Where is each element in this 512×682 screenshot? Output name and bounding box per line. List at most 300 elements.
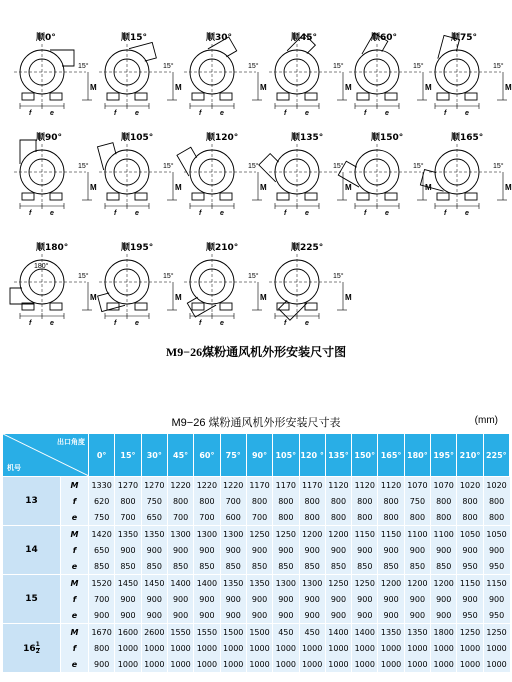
dimension-value: 1150	[457, 575, 483, 592]
dimension-value: 1250	[457, 624, 483, 641]
dim-m-text: M	[90, 293, 97, 302]
dimension-value: 900	[378, 607, 404, 624]
fan-housing-drawing	[10, 30, 100, 125]
dimension-value: 900	[194, 542, 220, 558]
fan-drawing	[95, 130, 185, 225]
dim-m-text: M	[260, 183, 267, 192]
dimension-value: 1250	[325, 575, 351, 592]
machine-number-cell	[3, 526, 61, 575]
dimension-value: 700	[115, 509, 141, 526]
angle-15-text: 15°	[248, 273, 259, 280]
dimension-value: 850	[378, 558, 404, 575]
dimension-value: 1200	[431, 575, 457, 592]
dimension-value: 900	[352, 607, 378, 624]
dimension-value: 1250	[352, 575, 378, 592]
drawing-label: 顺195°	[121, 243, 154, 253]
dimension-value: 1000	[167, 656, 193, 672]
dimension-value: 850	[431, 558, 457, 575]
dimension-symbol: M	[61, 624, 89, 641]
table-row	[3, 509, 510, 526]
dim-f-text: f	[199, 320, 202, 327]
dim-m-text: M	[175, 83, 182, 92]
dimension-value: 1000	[299, 640, 325, 656]
dim-m-text: M	[345, 83, 352, 92]
dimension-value: 800	[273, 509, 299, 526]
fan-housing-drawing	[425, 30, 512, 125]
dimension-value: 1400	[325, 624, 351, 641]
fan-drawing	[180, 30, 270, 125]
dimension-value: 900	[220, 607, 246, 624]
dim-e-text: e	[50, 210, 54, 217]
dimension-value: 850	[89, 558, 115, 575]
dimension-value: 700	[167, 509, 193, 526]
dim-e-text: e	[220, 320, 224, 327]
drawing-label: 顺105°	[121, 133, 154, 143]
dimension-value: 1150	[378, 526, 404, 543]
dimension-value: 1000	[431, 656, 457, 672]
angle-15-text: 15°	[248, 63, 259, 70]
dimension-value: 1000	[220, 640, 246, 656]
dimension-value: 850	[220, 558, 246, 575]
dimension-value: 900	[404, 542, 430, 558]
fan-housing-drawing	[180, 30, 270, 125]
dimension-value: 900	[404, 607, 430, 624]
dim-f-text: f	[199, 110, 202, 117]
angle-15-text: 15°	[413, 163, 424, 170]
angle-15-text: 15°	[333, 163, 344, 170]
dimension-symbol: f	[61, 591, 89, 607]
dimension-value: 900	[483, 591, 509, 607]
angle-15-text: 15°	[493, 63, 504, 70]
fan-drawing	[10, 30, 100, 125]
dimension-value: 650	[89, 542, 115, 558]
table-header-row	[3, 434, 510, 477]
dimension-value: 1000	[325, 640, 351, 656]
dim-f-text: f	[29, 110, 32, 117]
dimension-value: 1300	[273, 575, 299, 592]
dimension-value: 1000	[457, 640, 483, 656]
dimension-value: 1100	[431, 526, 457, 543]
dimension-value: 700	[89, 591, 115, 607]
dimension-value: 800	[89, 640, 115, 656]
dimension-value: 900	[352, 542, 378, 558]
dimension-value: 800	[299, 493, 325, 509]
angle-header-10: 150°	[352, 434, 378, 477]
dimension-value: 800	[352, 493, 378, 509]
angle-180-text: 180°	[34, 263, 49, 270]
dimension-value: 1050	[483, 526, 509, 543]
dimension-value: 850	[167, 558, 193, 575]
dimension-value: 900	[115, 607, 141, 624]
fan-drawing	[265, 240, 355, 335]
dimension-value: 1300	[220, 526, 246, 543]
dim-e-text: e	[305, 320, 309, 327]
machine-number: 13	[25, 496, 38, 506]
drawing-label: 顺225°	[291, 243, 324, 253]
dimension-value: 1000	[378, 656, 404, 672]
table-unit: (mm)	[474, 415, 498, 426]
angle-15-text: 15°	[78, 63, 89, 70]
dimension-value: 1070	[431, 477, 457, 494]
dimension-value: 800	[431, 493, 457, 509]
dimension-value: 700	[194, 509, 220, 526]
dimension-value: 1000	[220, 656, 246, 672]
dimension-value: 900	[115, 542, 141, 558]
angle-header-15: 225°	[483, 434, 509, 477]
dimension-value: 1000	[273, 656, 299, 672]
table-row	[3, 640, 510, 656]
table-row	[3, 591, 510, 607]
dimension-value: 1020	[457, 477, 483, 494]
fraction-numerator: 1	[35, 640, 40, 648]
dimension-value: 800	[325, 493, 351, 509]
dimension-value: 800	[194, 493, 220, 509]
drawing-label: 顺135°	[291, 133, 324, 143]
dimension-value: 900	[457, 591, 483, 607]
dim-e-text: e	[305, 110, 309, 117]
angle-15-text: 15°	[163, 63, 174, 70]
dimension-value: 1000	[167, 640, 193, 656]
dimension-value: 900	[89, 607, 115, 624]
table-row	[3, 526, 510, 543]
dimension-value: 1000	[115, 656, 141, 672]
dimension-value: 900	[115, 591, 141, 607]
dimension-value: 1420	[89, 526, 115, 543]
dimension-symbol: e	[61, 509, 89, 526]
table-row	[3, 493, 510, 509]
dimension-value: 1330	[89, 477, 115, 494]
dimension-value: 1200	[404, 575, 430, 592]
dimension-symbol: M	[61, 575, 89, 592]
dimension-value: 1600	[115, 624, 141, 641]
dimension-value: 900	[299, 542, 325, 558]
dimension-value: 1250	[483, 624, 509, 641]
dimension-value: 1000	[299, 656, 325, 672]
machine-number: 16	[23, 643, 36, 654]
dimension-value: 900	[141, 607, 167, 624]
dimension-value: 1350	[115, 526, 141, 543]
dimension-value: 900	[273, 607, 299, 624]
dimension-value: 900	[431, 607, 457, 624]
dimension-value: 750	[141, 493, 167, 509]
dimension-value: 1000	[378, 640, 404, 656]
dimension-value: 1000	[194, 656, 220, 672]
angle-header-4: 60°	[194, 434, 220, 477]
dimension-value: 1000	[431, 640, 457, 656]
angle-header-13: 195°	[431, 434, 457, 477]
fan-housing-drawing	[10, 240, 100, 335]
table-title: M9−26 煤粉通风机外形安装尺寸表	[171, 417, 341, 429]
dim-f-text: f	[444, 110, 447, 117]
dim-m-text: M	[90, 183, 97, 192]
dimension-value: 1270	[115, 477, 141, 494]
dimension-value: 1270	[141, 477, 167, 494]
angle-header-8: 120 °	[299, 434, 325, 477]
corner-header-cell	[3, 434, 89, 477]
dimension-value: 800	[325, 509, 351, 526]
angle-header-6: 90°	[246, 434, 272, 477]
dim-f-text: f	[444, 210, 447, 217]
dimension-value: 900	[299, 607, 325, 624]
dim-e-text: e	[50, 110, 54, 117]
dimension-value: 1200	[378, 575, 404, 592]
dimension-value: 700	[246, 509, 272, 526]
fan-housing-drawing	[95, 30, 185, 125]
fan-housing-drawing	[95, 240, 185, 335]
dimension-value: 1250	[273, 526, 299, 543]
dimension-value: 950	[457, 607, 483, 624]
fan-drawing	[425, 30, 512, 125]
dim-m-text: M	[505, 183, 512, 192]
fan-drawing	[345, 30, 435, 125]
fan-housing-drawing	[345, 130, 435, 225]
drawing-label: 顺90°	[36, 133, 63, 143]
dimension-value: 800	[299, 509, 325, 526]
dimension-value: 800	[483, 509, 509, 526]
dimension-value: 900	[89, 656, 115, 672]
dimension-value: 1000	[352, 640, 378, 656]
dim-e-text: e	[135, 210, 139, 217]
drawing-label: 顺0°	[36, 33, 56, 43]
dimension-value: 1120	[325, 477, 351, 494]
dimension-symbol: M	[61, 526, 89, 543]
dimension-value: 450	[273, 624, 299, 641]
dim-e-text: e	[135, 320, 139, 327]
angle-header-1: 15°	[115, 434, 141, 477]
dimension-value: 600	[220, 509, 246, 526]
dimension-value: 800	[115, 493, 141, 509]
dim-f-text: f	[114, 110, 117, 117]
dimension-value: 1300	[167, 526, 193, 543]
dimension-value: 800	[457, 509, 483, 526]
dimension-value: 850	[299, 558, 325, 575]
drawing-label: 顺180°	[36, 243, 69, 253]
dimension-value: 900	[457, 542, 483, 558]
dimension-value: 850	[404, 558, 430, 575]
dimension-value: 1000	[115, 640, 141, 656]
fraction-denominator: 2	[35, 647, 40, 655]
outlet-angle-header: 出口角度	[57, 438, 85, 446]
dimension-value: 900	[378, 591, 404, 607]
fan-drawings-area	[0, 0, 512, 340]
dim-f-text: f	[284, 320, 287, 327]
dimension-value: 900	[483, 542, 509, 558]
angle-15-text: 15°	[413, 63, 424, 70]
drawing-label: 顺75°	[451, 33, 478, 43]
table-row	[3, 575, 510, 592]
dimension-value: 1070	[404, 477, 430, 494]
dimension-value: 1350	[246, 575, 272, 592]
dimension-value: 1000	[273, 640, 299, 656]
angle-15-text: 15°	[78, 273, 89, 280]
dim-m-text: M	[505, 83, 512, 92]
dimension-value: 1120	[352, 477, 378, 494]
dimension-value: 1350	[404, 624, 430, 641]
machine-fraction	[36, 642, 40, 655]
dimension-value: 800	[483, 493, 509, 509]
dimension-value: 900	[141, 542, 167, 558]
drawing-label: 顺60°	[371, 33, 398, 43]
dimension-value: 900	[194, 591, 220, 607]
drawing-label: 顺45°	[291, 33, 318, 43]
dim-m-text: M	[90, 83, 97, 92]
machine-number-cell	[3, 575, 61, 624]
dimension-symbol: e	[61, 656, 89, 672]
fan-drawing	[10, 240, 100, 335]
dimension-value: 1170	[273, 477, 299, 494]
dim-e-text: e	[465, 110, 469, 117]
dimension-value: 1550	[194, 624, 220, 641]
dimension-value: 1350	[141, 526, 167, 543]
dim-m-text: M	[175, 183, 182, 192]
dim-f-text: f	[364, 210, 367, 217]
dim-e-text: e	[50, 320, 54, 327]
dimension-value: 1400	[167, 575, 193, 592]
fan-drawing	[180, 240, 270, 335]
dim-m-text: M	[175, 293, 182, 302]
dimension-value: 900	[431, 591, 457, 607]
dimension-value: 800	[246, 493, 272, 509]
dimension-value: 900	[141, 591, 167, 607]
angle-header-9: 135°	[325, 434, 351, 477]
dimension-value: 1000	[457, 656, 483, 672]
dimension-value: 900	[246, 607, 272, 624]
dimension-value: 950	[483, 607, 509, 624]
dimension-value: 800	[431, 509, 457, 526]
dimension-value: 1300	[194, 526, 220, 543]
dimension-value: 900	[325, 607, 351, 624]
dimension-value: 1800	[431, 624, 457, 641]
dim-m-text: M	[345, 293, 352, 302]
dimension-value: 1300	[299, 575, 325, 592]
dimension-value: 900	[167, 542, 193, 558]
dimension-value: 900	[167, 591, 193, 607]
dim-e-text: e	[465, 210, 469, 217]
dim-f-text: f	[29, 210, 32, 217]
dimension-value: 1020	[483, 477, 509, 494]
dimension-value: 1400	[352, 624, 378, 641]
dimension-symbol: e	[61, 558, 89, 575]
dimension-value: 850	[273, 558, 299, 575]
fan-housing-drawing	[425, 130, 512, 225]
dimension-value: 900	[246, 542, 272, 558]
dimension-value: 1220	[220, 477, 246, 494]
dimension-value: 900	[194, 607, 220, 624]
dimension-value: 1200	[325, 526, 351, 543]
dimension-value: 1250	[246, 526, 272, 543]
dimension-value: 800	[457, 493, 483, 509]
machine-number-cell	[3, 477, 61, 526]
dimension-value: 950	[457, 558, 483, 575]
dim-f-text: f	[114, 320, 117, 327]
angle-header-5: 75°	[220, 434, 246, 477]
fan-drawing	[265, 130, 355, 225]
dimension-table	[2, 433, 510, 672]
dimension-value: 1000	[483, 656, 509, 672]
drawing-label: 顺165°	[451, 133, 484, 143]
dimension-value: 900	[167, 607, 193, 624]
dimension-value: 620	[89, 493, 115, 509]
dim-e-text: e	[385, 110, 389, 117]
fan-housing-drawing	[265, 130, 355, 225]
dimension-value: 1200	[299, 526, 325, 543]
dimension-value: 1220	[167, 477, 193, 494]
dimension-symbol: f	[61, 542, 89, 558]
dimension-value: 1000	[141, 640, 167, 656]
dim-m-text: M	[425, 83, 432, 92]
dim-f-text: f	[199, 210, 202, 217]
fan-housing-drawing	[345, 30, 435, 125]
angle-15-text: 15°	[493, 163, 504, 170]
dimension-value: 800	[167, 493, 193, 509]
dim-m-text: M	[260, 293, 267, 302]
dimension-value: 1050	[457, 526, 483, 543]
angle-header-0: 0°	[89, 434, 115, 477]
fan-drawing	[425, 130, 512, 225]
dimension-value: 850	[246, 558, 272, 575]
fan-housing-drawing	[10, 130, 100, 225]
dimension-value: 900	[273, 542, 299, 558]
fan-drawing	[95, 30, 185, 125]
dimension-value: 1450	[141, 575, 167, 592]
machine-number-header: 机号	[7, 464, 21, 472]
dimension-symbol: e	[61, 607, 89, 624]
dimension-value: 1220	[194, 477, 220, 494]
dimension-value: 1100	[404, 526, 430, 543]
dimension-value: 1400	[194, 575, 220, 592]
dim-m-text: M	[425, 183, 432, 192]
dimension-value: 950	[483, 558, 509, 575]
dimension-value: 1170	[299, 477, 325, 494]
dimension-value: 1000	[194, 640, 220, 656]
dimension-value: 900	[220, 591, 246, 607]
dimension-symbol: f	[61, 640, 89, 656]
dimension-value: 1000	[246, 656, 272, 672]
dimension-value: 900	[404, 591, 430, 607]
dimension-value: 1000	[404, 656, 430, 672]
fan-housing-drawing	[95, 130, 185, 225]
dimension-value: 2600	[141, 624, 167, 641]
angle-15-text: 15°	[248, 163, 259, 170]
dimension-value: 800	[404, 509, 430, 526]
table-row	[3, 656, 510, 672]
dimension-value: 750	[404, 493, 430, 509]
dimension-value: 900	[220, 542, 246, 558]
dimension-value: 900	[431, 542, 457, 558]
dimension-value: 700	[220, 493, 246, 509]
table-row	[3, 607, 510, 624]
fan-drawing	[180, 130, 270, 225]
dim-f-text: f	[29, 320, 32, 327]
dimension-value: 900	[273, 591, 299, 607]
dimension-value: 800	[378, 493, 404, 509]
dim-e-text: e	[220, 210, 224, 217]
machine-number-cell	[3, 624, 61, 673]
dimension-value: 1500	[246, 624, 272, 641]
angle-header-11: 165°	[378, 434, 404, 477]
dimension-value: 850	[115, 558, 141, 575]
fan-drawing	[95, 240, 185, 335]
machine-number: 14	[25, 545, 38, 555]
dim-e-text: e	[220, 110, 224, 117]
angle-15-text: 15°	[163, 273, 174, 280]
dimension-value: 1350	[378, 624, 404, 641]
angle-header-2: 30°	[141, 434, 167, 477]
dimension-value: 1550	[167, 624, 193, 641]
dimension-value: 800	[273, 493, 299, 509]
figure-title: M9−26煤粉通风机外形安装尺寸图	[165, 345, 347, 359]
angle-header-12: 180°	[404, 434, 430, 477]
